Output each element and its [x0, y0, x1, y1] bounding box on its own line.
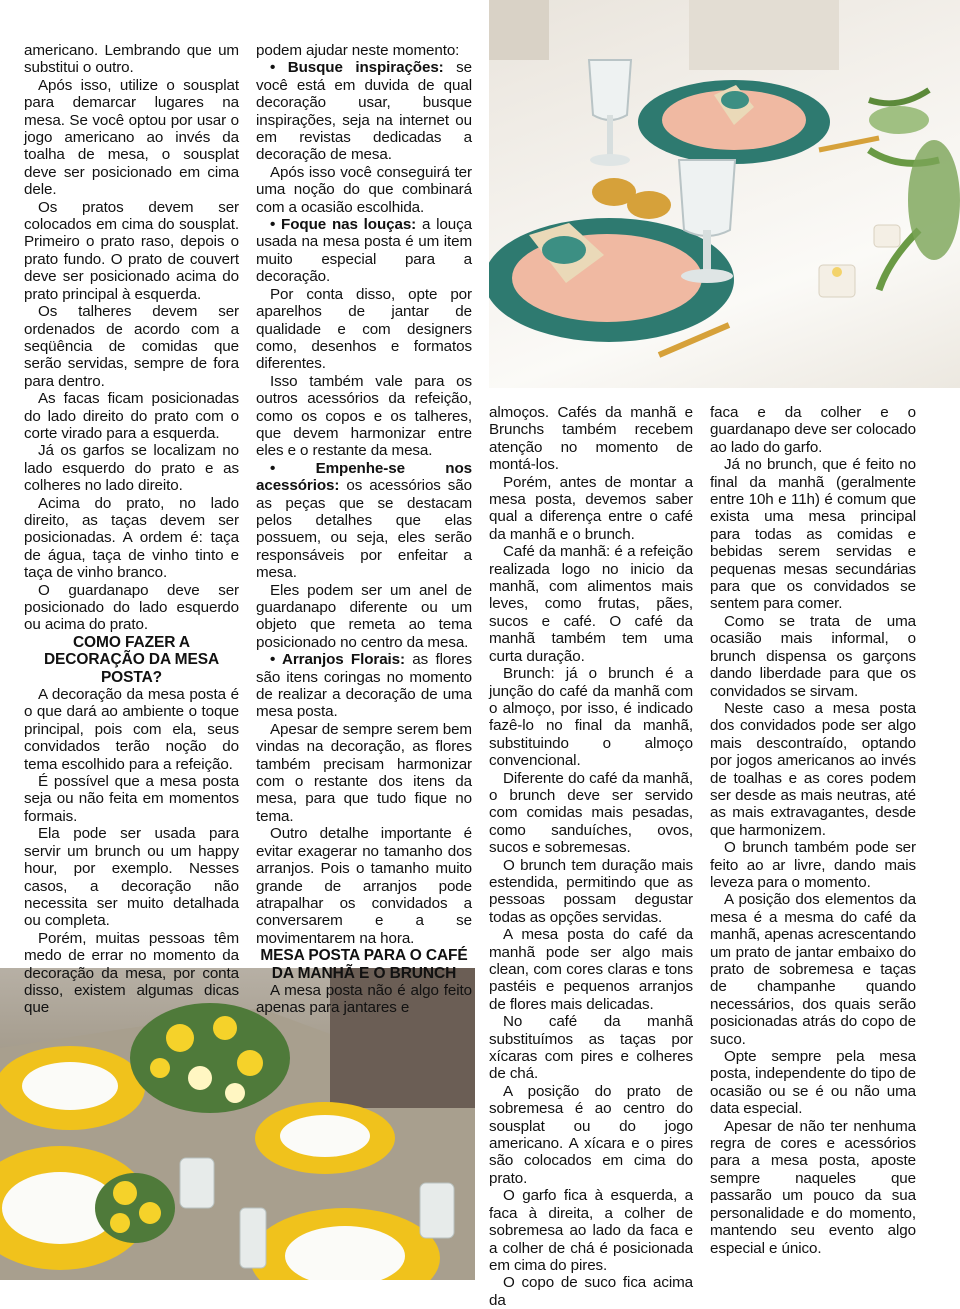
paragraph — [24, 930, 239, 1017]
paragraph-text: Acima do prato, no lado direito, as taças devem ser posicionadas. A ordem é: taça de água, taça de vinho tinto e taça de vinho branco. — [24, 494, 239, 582]
text-column-3 — [489, 404, 693, 1309]
paragraph — [489, 665, 693, 769]
paragraph — [24, 825, 239, 929]
paragraph-text: Café da manhã: é a refeição realizada logo no inicio da manhã, com alimentos mais leves, como frutas, pães, sucos e café. O café da manhã também tem uma curta duração. — [489, 543, 693, 665]
paragraph — [710, 839, 916, 891]
paragraph — [256, 373, 472, 460]
section-heading-cafe-brunch: MESA POSTA PARA O CAFÉ DA MANHÃ E O BRUNCH — [260, 947, 468, 982]
paragraph-text: almoços. Cafés da manhã e Brunchs também recebem atenção no momento de montá-los. — [489, 404, 693, 474]
paragraph — [256, 825, 472, 947]
paragraph-text: Como se trata de uma ocasião mais informal, o brunch dispensa os garçons dando liberdade para que os convidados se sirvam. — [710, 612, 916, 700]
col3-paragraphs — [489, 404, 693, 1309]
paragraph — [489, 770, 693, 857]
gold-fork — [819, 138, 879, 150]
paragraph — [24, 390, 239, 442]
paragraph-text: É possível que a mesa posta seja ou não feita em momentos formais. — [24, 773, 239, 825]
paragraph-text: Já os garfos se localizam no lado esquerdo do prato e as colheres no lado direito. — [24, 442, 239, 495]
paragraph-text: O copo de suco fica acima da — [489, 1274, 693, 1309]
napkin-ring — [721, 91, 749, 109]
paragraph — [256, 582, 472, 652]
paragraph-text: os acessórios são as peças que se destacam pelos detalhes que elas possuem, ou seja, eles serão responsáveis por enfeitar a mesa. — [256, 477, 472, 582]
paragraph-text: A posição do prato de sobremesa é ao centro do sousplat ou do jogo americano. A xícara e o pires são colocados em cima do prato. — [489, 1082, 693, 1187]
paragraph-text: O brunch também pode ser feito ao ar livre, dando mais leveza para o momento. — [710, 839, 916, 891]
paragraph — [489, 926, 693, 1013]
bullet-paragraph — [256, 460, 472, 582]
paragraph-text: americano. Lembrando que um substitui o outro. — [24, 42, 239, 77]
text-column-2 — [256, 42, 472, 1017]
paragraph-text: Após isso, utilize o sousplat para demarcar lugares na mesa. Se você optou por usar o jogo americano ao invés da toalha de mesa, o sousplat deve ser posicionado em cima dele. — [24, 76, 239, 199]
paragraph — [489, 543, 693, 665]
bullet-paragraph — [256, 59, 472, 163]
bullet-paragraph — [256, 651, 472, 721]
paragraph-text: O guardanapo deve ser posicionado do lado esquerdo ou acima do prato. — [24, 581, 239, 634]
flower-arrangement — [130, 1003, 290, 1113]
paragraph-text: as flores são itens coringas no momento de realizar a decoração de uma mesa posta. — [256, 651, 473, 721]
paragraph-text: Porém, antes de montar a mesa posta, devemos saber qual a diferença entre o café da manhã e o brunch. — [489, 473, 693, 543]
paragraph-text: Já no brunch, que é feito no final da manhã (geralmente entre 10h e 11h) é comum que exista uma mesa principal para todas as comidas e bebidas serem servidas e pequenas mesas secundárias para que os convidados se sentem para comer. — [710, 456, 916, 613]
paragraph — [24, 77, 239, 199]
col2b-paragraphs — [256, 982, 472, 1017]
paragraph-text: Por conta disso, opte por aparelhos de jantar de qualidade e com designers como, desenhos e formatos diferentes. — [256, 285, 472, 373]
paragraph — [24, 42, 239, 77]
col1b-paragraphs — [24, 686, 239, 1017]
paragraph-text: Os talheres devem ser ordenados de acordo com a seqüência de comidas que serão servidas, sempre de fora para dentro. — [24, 303, 239, 390]
paragraph — [24, 582, 239, 634]
paragraph — [256, 982, 472, 1017]
paragraph-text: Ela pode ser usada para servir um brunch ou um happy hour, por exemplo. Nesses casos, a decoração não necessita ser muito detalhada ou completa. — [24, 825, 239, 930]
paragraph-text: A mesa posta não é algo feito apenas para jantares e — [256, 981, 472, 1017]
paragraph — [24, 686, 239, 773]
paragraph-text: O garfo fica à esquerda, a faca à direita, a colher de sobremesa ao lado da faca e a colher de chá é posicionada em cima do pires. — [489, 1187, 693, 1274]
paragraph — [710, 1048, 916, 1118]
paragraph — [256, 164, 472, 216]
bullet-label: • Empenhe-se nos acessórios: — [256, 459, 472, 495]
paragraph — [24, 303, 239, 390]
table-setting-photo-pink-green — [489, 0, 960, 388]
col1-paragraphs — [24, 42, 239, 634]
paragraph — [256, 286, 472, 373]
paragraph — [489, 1187, 693, 1274]
paragraph — [489, 1083, 693, 1187]
paragraph — [256, 721, 472, 825]
chair-back — [489, 0, 549, 60]
paragraph — [256, 42, 472, 59]
paragraph — [489, 474, 693, 544]
paragraph-text: A mesa posta do café da manhã pode ser algo mais clean, com cores claras e tons pastéis e pequenos arranjos de flores mais delicadas. — [489, 926, 693, 1013]
wine-glass — [589, 60, 631, 166]
paragraph — [24, 773, 239, 825]
paragraph — [489, 857, 693, 927]
paragraph — [24, 442, 239, 494]
chair-back — [689, 0, 839, 70]
paragraph-text: Após isso você conseguirá ter uma noção do que combinará com a ocasião escolhida. — [256, 163, 472, 216]
text-column-1 — [24, 42, 239, 1017]
paragraph-text: a louça usada na mesa posta é um item muito especial para a decoração. — [256, 216, 472, 286]
paragraph — [710, 613, 916, 700]
paragraph — [710, 891, 916, 1048]
paragraph — [489, 404, 693, 474]
flower-arrangement — [95, 1173, 175, 1243]
paragraph-text: Eles podem ser um anel de guardanapo diferente ou um objeto que remeta ao tema posicionado no centro da mesa. — [256, 581, 472, 651]
paragraph-text: A decoração da mesa posta é o que dará ao ambiente o toque principal, pois com ela, seus convidados terão noção do tema escolhido para a refeição. — [24, 686, 239, 773]
text-column-4 — [710, 404, 916, 1257]
bullet-label: • Arranjos Florais: — [270, 651, 405, 669]
paragraph — [710, 700, 916, 839]
candle-holder — [819, 225, 900, 297]
bullet-label: • Busque inspirações: — [270, 59, 444, 77]
paragraph-text: faca e da colher e o guardanapo deve ser colocado ao lado do garfo. — [710, 404, 916, 456]
paragraph — [710, 456, 916, 613]
col2-paragraphs — [256, 42, 472, 947]
paragraph-text: Porém, muitas pessoas têm medo de errar no momento da decoração da mesa, por conta disso, existem algumas dicas que — [24, 929, 239, 1017]
yellow-placemat — [0, 1046, 145, 1130]
paragraph — [710, 1118, 916, 1257]
gold-bird-ornament — [592, 178, 671, 219]
paragraph-text: Os pratos devem ser colocados em cima do sousplat. Primeiro o prato raso, depois o prato fundo. O prato de couvert deve ser posicionado acima do prato principal à esquerda. — [24, 198, 239, 303]
napkin-ring — [542, 236, 586, 264]
paragraph-text: Isso também vale para os outros acessórios da refeição, como os copos e os talheres, que devem harmonizar entre eles e o restante da mesa. — [256, 372, 472, 460]
paragraph-text: As facas ficam posicionadas do lado direito do prato com o corte virado para a esquerda. — [24, 390, 239, 442]
paragraph-text: O brunch tem duração mais estendida, permitindo que as pessoas possam degustar todas as opções servidas. — [489, 856, 693, 926]
paragraph-text: Brunch: já o brunch é a junção do café da manhã com o almoço, por isso, é indicado fazê-lo no final da manhã, substituindo o almoço convencional. — [489, 665, 693, 770]
yellow-placemat — [255, 1102, 395, 1174]
col4-paragraphs — [710, 404, 916, 1257]
section-heading-decoracao: COMO FAZER A DECORAÇÃO DA MESA POSTA? — [43, 633, 220, 686]
paragraph — [24, 495, 239, 582]
paragraph-text: se você está em duvida de qual decoração usar, busque inspirações, seja na internet ou em revistas dedicadas a decoração de mesa. — [256, 59, 472, 164]
paragraph-text: Outro detalhe importante é evitar exagerar no tamanho dos arranjos. Pois o tamanho muito grande de arranjos pode atrapalhar os convidados a conversarem e a se movimentarem na hora. — [256, 825, 472, 947]
paragraph-text: A posição dos elementos da mesa é a mesma do café da manhã, apenas acrescentando um prato de jantar embaixo do prato de sobremesa e taças de champanhe quando necessários, dos quais serão posicionadas atrás do copo de suco. — [710, 891, 916, 1048]
bullet-paragraph — [256, 216, 472, 286]
paragraph-text: No café da manhã substituímos as taças por xícaras com pires e colheres de chá. — [489, 1013, 693, 1083]
paragraph-text: Neste caso a mesa posta dos convidados pode ser algo mais descontraído, optando por jogos americanos ao invés de toalhas e as cores podem ser desde as mais neutras, até as mais extravagantes, desde que harmonizem. — [710, 699, 916, 839]
table-setting-illustration — [489, 0, 960, 388]
paragraph-text: Apesar de sempre serem bem vindas na decoração, as flores também precisam harmonizar com o restante dos itens da mesa, para que tudo fique no tema. — [256, 720, 472, 825]
paragraph — [24, 199, 239, 303]
paragraph-text: Diferente do café da manhã, o brunch deve ser servido com comidas mais pesadas, como sanduíches, ovos, sucos e sobremesas. — [489, 769, 693, 857]
paragraph-text: podem ajudar neste momento: — [256, 42, 460, 59]
plant — [869, 90, 960, 290]
paragraph — [710, 404, 916, 456]
paragraph — [489, 1013, 693, 1083]
paragraph-text: Opte sempre pela mesa posta, independente do tipo de ocasião ou se é ou não uma data especial. — [710, 1048, 916, 1118]
bullet-label: • Foque nas louças: — [270, 216, 417, 234]
paragraph-text: Apesar de não ter nenhuma regra de cores e acessórios para a mesa posta, aposte sempre naqueles que passarão um pouco da sua personalidade e do momento, mantendo seu evento algo especial e único. — [710, 1117, 916, 1257]
